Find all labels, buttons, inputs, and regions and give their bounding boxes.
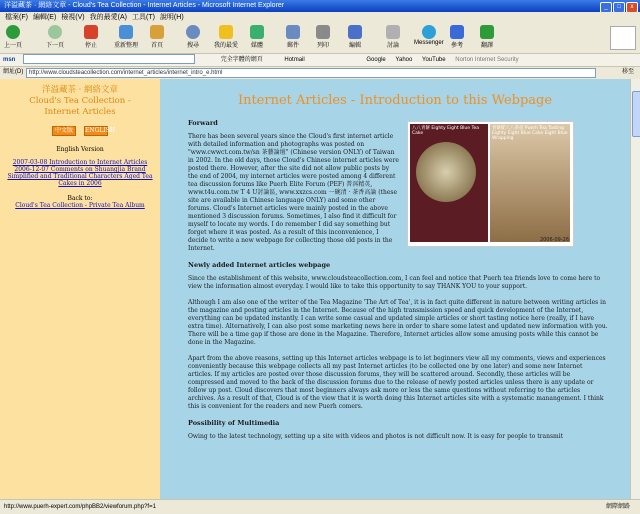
media-icon [250,25,264,39]
vertical-scrollbar[interactable] [630,79,640,499]
menu-bar [0,12,640,23]
printer-icon [316,25,330,39]
back-to-label: Back to: [67,195,93,202]
research-button[interactable]: 參考 [450,25,464,49]
home-button[interactable]: 首頁 [150,25,164,49]
chinese-version-button[interactable]: 中文版 [52,126,76,136]
main-content [160,79,630,499]
window-title: 洋溢藏茶 · 網絡文章 - Cloud's Tea Collection - Internet Articles - Microsoft Internet Explorer [4,2,285,9]
msn-item-google[interactable]: Google [366,57,386,63]
go-button[interactable]: 移至 [621,69,634,75]
menu-favorites[interactable]: 我的最愛(A) [89,14,127,21]
menu-help[interactable]: 說明(H) [159,14,184,21]
left-sidebar [0,79,160,499]
msn-item-yahoo[interactable]: Yahoo [395,57,413,63]
scrollbar-thumb[interactable] [632,91,640,137]
msn-logo: msn [3,57,16,63]
stop-icon [84,25,98,39]
newly-added-heading: Newly added Internet articles webpage [188,261,331,269]
status-zone: 網際網路 [605,504,630,510]
back-button[interactable]: 上一頁 [4,25,22,49]
msn-item-fullfont[interactable]: 完全字體的網頁 [220,57,263,63]
menu-file[interactable]: 檔案(F) [5,14,28,21]
menu-tools[interactable]: 工具(T) [131,14,155,21]
foreword-heading: Forward [188,119,218,127]
mail-button[interactable]: 郵件 [286,25,300,49]
sidebar-article-link[interactable]: 2006-12-07 Comments on Shuangjia Brand Simplified and Traditional Characters Aged Tea Cakes in 2006 [7,166,153,187]
translate-icon [480,25,494,39]
msn-search-input[interactable] [23,54,195,64]
back-link[interactable]: Cloud's Tea Collection - Private Tea Album [15,202,145,209]
print-button[interactable]: 列印 [316,25,330,49]
search-button[interactable]: 搜尋 [186,25,200,49]
msn-item-hotmail[interactable]: Hotmail [284,57,305,63]
msn-toolbar [0,54,640,67]
close-button[interactable]: x [626,2,638,13]
page-title: Internet Articles - Introduction to this Webpage [237,93,553,108]
discuss-button[interactable]: 討論 [386,25,400,49]
paragraph-5: Owing to the latest technology, setting up a site with videos and photos is not difficult now. It is easy for people to transmit [188,433,564,440]
translate-button[interactable]: 翻譯 [480,25,494,49]
menu-edit[interactable]: 編輯(E) [32,14,57,21]
status-url: http://www.puerh-expert.com/phpBB2/viewforum.php?f=1 [4,504,156,510]
paragraph-2: Since the establishment of this website, www.cloudsteacollection.com, I can feel and notice that Puerh tea friends love to come here to view the information almost everyday. I would like to take this opportunity to say THANK YOU to your support. [188,275,601,290]
sidebar-title: 洋溢藏茶 · 網絡文章 [41,85,119,95]
star-icon [219,25,233,39]
foreword-paragraph: There has been several years since the Cloud's first internet article with detailed information and photographs was posted on "www.cwwct.com.tw/sn 茶藝論壇" (Chinese version ONLY) of Taiwan in 2002. In the old days, those Cloud's Chinese internet articles were posted there. However, after the site did not allow public posts by the end of 2004, my internet articles were posted among 4 different tea discussion forums like Puerh Elite Forum (PEF) 普洱精英, www.t4u.com.tw T 4 U討論區, www.xxzcs.com 一碗清 · 茶香高論 (these site are available in Chinese language ONLY) and some other forums. Cloud's Internet articles were mainly posted in the above mentioned 3 discussion forums. Sometimes, I also find it difficult for myself to locate my words. I do remember I did say something but forget where it was posted. As a result of this inconvenience, I decide to write a new webpage for collecting those old posts in the Internet. [188,133,399,252]
maximize-button[interactable]: □ [613,2,625,13]
sidebar-subtitle: Cloud's Tea Collection - Internet Articles [29,96,131,117]
window-titlebar [0,0,640,12]
forward-button[interactable]: 下一頁 [46,25,64,49]
toolbar [0,23,640,54]
edit-icon [348,25,362,39]
photo-right-caption: 青餅配八八茶壺 Puerh Tea Tasting Eighty Eight Blue Cake Eight Blue Wrapping [492,126,568,141]
sidebar-article-link[interactable]: 2007-03-08 Introduction to Internet Articles [12,159,148,166]
msn-item-norton[interactable]: Norton Internet Security [455,57,519,63]
article-body [188,119,608,449]
address-input[interactable]: http://www.cloudsteacollection.com/internet_articles/internet_intro_e.html [26,68,596,78]
windows-logo-icon [610,26,636,50]
menu-view[interactable]: 檢視(V) [61,14,85,21]
media-button[interactable]: 媒體 [250,25,264,49]
msn-item-youtube[interactable]: YouTube [422,57,446,63]
photo-date: 2006-09-26 [539,237,569,243]
messenger-button[interactable]: Messenger [414,25,444,46]
multimedia-heading: Possibility of Multimedia [188,419,280,427]
mail-icon [286,25,300,39]
address-bar [0,67,640,78]
forward-arrow-icon [48,25,62,39]
address-label: 網址(D) [3,69,24,75]
minimize-button[interactable]: _ [600,2,612,13]
home-icon [150,25,164,39]
english-version-button[interactable]: ENGLISH [85,127,116,134]
edit-button[interactable]: 編輯 [348,25,362,49]
status-bar [0,499,640,514]
stop-button[interactable]: 停止 [84,25,98,49]
refresh-icon [119,25,133,39]
english-version-label: English Version [56,146,104,153]
photo-left-caption: 八八青餅 Eighty Eight Blue Tea Cake [412,126,479,136]
research-icon [450,25,464,39]
refresh-button[interactable]: 重新整理 [114,25,138,49]
back-arrow-icon [6,25,20,39]
messenger-icon [422,25,436,39]
paragraph-4: Apart from the above reasons, setting up this Internet articles webpage is to let beginners view all my comments, views and experiences conveniently because this webpage collects all my past Internet articles (to be collected one by one later) and some new Internet articles. If my articles are posted over those discussion forums, they will be scattered around. Secondly, these articles will be compressed and moved to the back of the discussion forums due to the release of newly posted articles unless there is any update or follow up post. Cloud discovers that most beginners always ask more or less the same questions without referring to the articles archives. As a result of that, Cloud is of the view that it is worth doing this Internet articles site with a systematic manangement. I think this is convenient for the readers and new Puerh comers. [188,355,606,410]
discuss-icon [386,25,400,39]
search-icon [186,25,200,39]
favorites-button[interactable]: 我的最愛 [214,25,238,49]
paragraph-3: Although I am also one of the writer of the Tea Magazine 'The Art of Tea', it is in fact quite different in nature between writing articles in the magazine and posting articles in the Internet. Because of the high transmission speed and quick development of the Internet, everything can be updated instantly. I can write some casual and updated simple articles or short tasting notice here (really, if I have extra time). Alternatively, I can also post some marketing news here in order to share some latest and updated new information with you. There will be a time gap if those are done in the Magazine. Therefore, Internet articles allow some amusing posts while this cannot be done in the Magazine. [188,299,608,346]
